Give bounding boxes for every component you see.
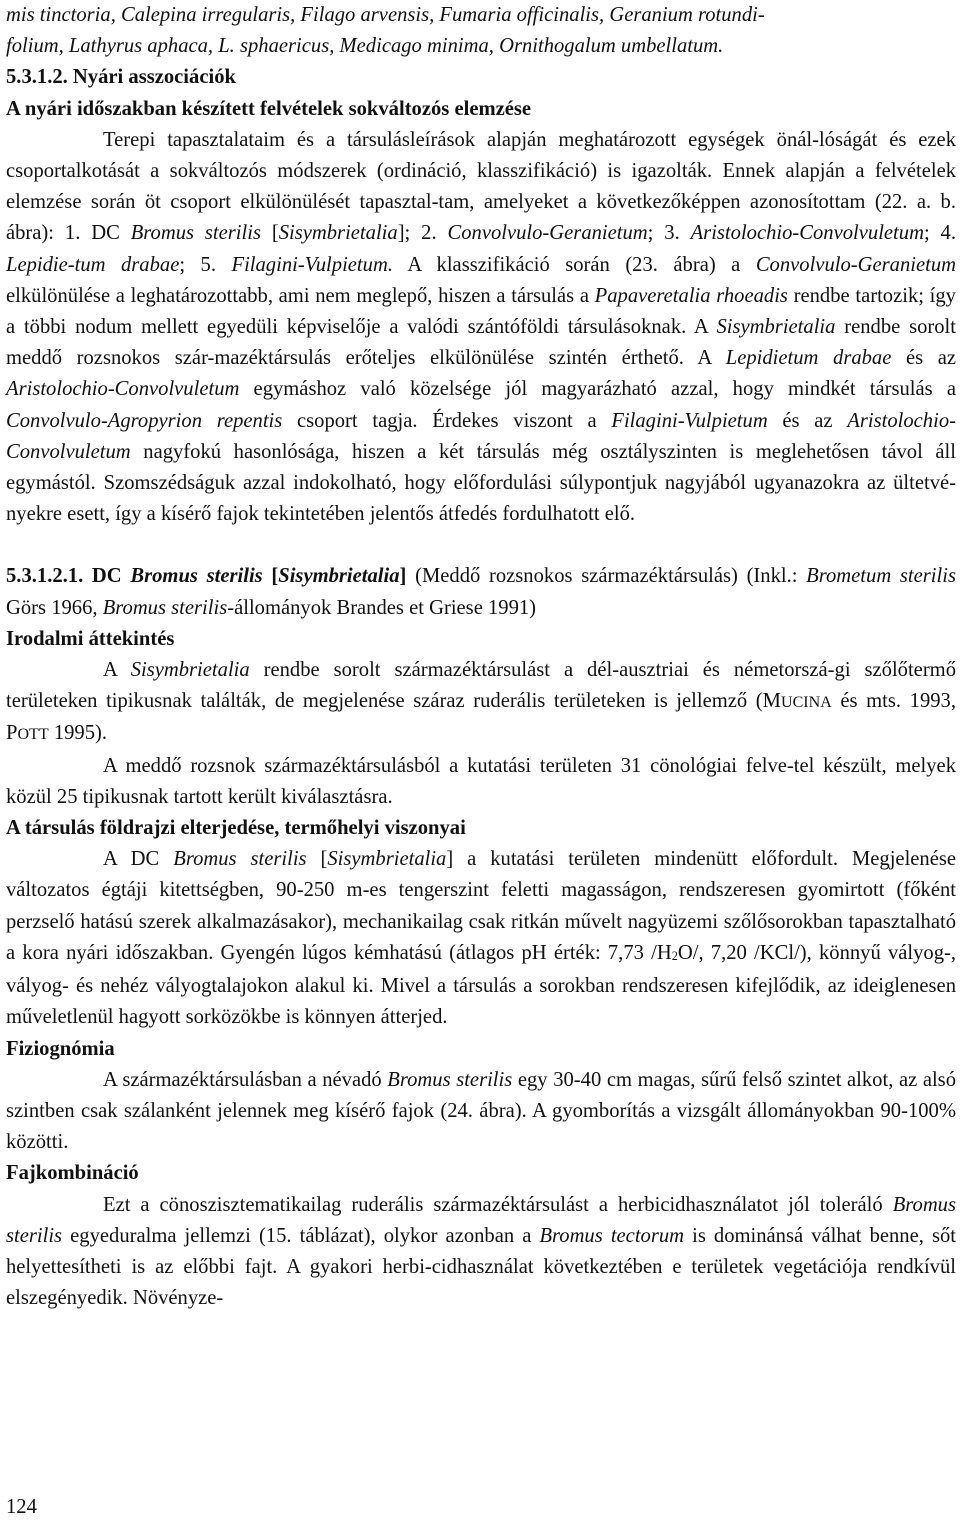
- document-page: [6, 0, 956, 1314]
- subsection-heading-multivariate: A nyári időszakban készített felvételek sokváltozós elemzése: [6, 97, 532, 120]
- paragraph-literature-1: A Sisymbrietalia rendbe sorolt származéktársulást a dél-ausztriai és németorszá-gi szőlőtermő területeken tipikusnak találták, de megjelenése száraz ruderális területeken is jellemző (MUCINA és mts. 1993, POTT 1995).: [6, 659, 956, 745]
- section-heading-5-3-1-2-1: 5.3.1.2.1. DC Bromus sterilis [Sisymbrietalia] (Meddő rozsnokos származéktársulás) (Inkl.: Brometum sterilis Görs 1966, Bromus sterilis-állományok Brandes et Griese 1991): [6, 565, 956, 619]
- species-list-line-1: mis tinctoria, Calepina irregularis, Filago arvensis, Fumaria officinalis, Geranium rotundi-: [6, 4, 765, 26]
- section-heading-5-3-1-2: 5.3.1.2. Nyári asszociációk: [6, 66, 236, 89]
- species-list-continuation: [6, 0, 956, 62]
- heading-physiognomy: Fiziognómia: [6, 1037, 115, 1060]
- paragraph-physiognomy: A származéktársulásban a névadó Bromus sterilis egy 30-40 cm magas, sűrű felső szintet alkot, az alsó szintben csak szálanként jelennek meg kísérő fajok (24. ábra). A gyomborítás a vizsgált állományokban 90-100% közötti.: [6, 1068, 956, 1154]
- paragraph-species-combination: Ezt a cönoszisztematikailag ruderális származéktársulást a herbicidhasználatot jól toleráló Bromus sterilis egyeduralma jellemzi (15. táblázat), olykor azonban a Bromus tectorum is dominánsá válhat benne, sőt helyettesítheti is az előbbi fajt. A gyakori herbi-cidhasználat következtében e területek vegetációja rendkívül elszegényedik. Növényze-: [6, 1193, 956, 1310]
- paragraph-spacer: [6, 530, 956, 561]
- paragraph-literature-2: A meddő rozsnok származéktársulásból a kutatási területen 31 cönológiai felve-tel készült, melyek közül 25 tipikusnak tartott került kiválasztásra.: [6, 754, 956, 808]
- heading-distribution-habitat: A társulás földrajzi elterjedése, termőhelyi viszonyai: [6, 817, 466, 840]
- paragraph-multivariate-analysis: Terepi tapasztalataim és a társulásleírások alapján meghatározott egységek önál-lóságát és ezek csoportalkotását a sokváltozós módszerek (ordináció, klasszifikáció) is igazolták. Ennek alapján a felvételek elemzése során öt csoport elkülönülését tapasztal-tam, amelyeket a következőképpen azonosítottam (22. a. b. ábra): 1. DC Bromus sterilis [Sisymbrietalia]; 2. Convolvulo-Geranietum; 3. Aristolochio-Convolvuletum; 4. Lepidie-tum drabae; 5. Filagini-Vulpietum. A klasszifikáció során (23. ábra) a Convolvulo-Geranietum elkülönülése a leghatározottabb, ami nem meglepő, hiszen a társulás a Papaveretalia rhoeadis rendbe tartozik; így a többi nodum mellett egyedüli képviselője a valódi szántóföldi társulásoknak. A Sisymbrietalia rendbe sorolt meddő rozsnokos szár-mazéktársulás erőteljes elkülönülése szintén érthető. A Lepidietum drabae és az Aristolochio-Convolvuletum egymáshoz való közelsége jól magyarázható azzal, hogy mindkét társulás a Convolvulo-Agropyrion repentis csoport tagja. Érdekes viszont a Filagini-Vulpietum és az Aristolochio-Convolvuletum nagyfokú hasonlósága, hiszen a két társulás még osztályszinten is meglehetősen távol áll egymástól. Szomszédságuk azzal indokolható, hogy előfordulási súlypontjuk nagyjából ugyanazokra az ültetvé-nyekre esett, így a kísérő fajok tekintetében jelentős átfedés fordulhatott elő.: [6, 128, 957, 526]
- heading-literature-review: Irodalmi áttekintés: [6, 627, 175, 650]
- page-number: 124: [6, 1496, 37, 1518]
- paragraph-distribution: A DC Bromus sterilis [Sisymbrietalia] a kutatási területen mindenütt előfordult. Megjelenése változatos égtáji kitettségben, 90-250 m-es tengerszint feletti magasságon, rendszeresen gyomirtott (főként perzselő hatású szerek alkalmazásakor), mechanikailag csak ritkán művelt nagyüzemi szőlősorokban tapasztalható a kora nyári időszakban. Gyengén lúgos kémhatású (átlagos pH érték: 7,73 $/H_2O/$, 7,20 /KCl/), könnyű vályog-, vályog- és nehéz vályogtalajokon alakul ki. Mivel a társulás a sorokban rendszeresen kifejlődik, az ideiglenesen műveletlenül hagyott sorközökbe is könnyen átterjed.: [6, 848, 957, 1029]
- species-list-line-2: folium, Lathyrus aphaca, L. sphaericus, Medicago minima, Ornithogalum umbellatum.: [6, 35, 724, 58]
- heading-species-combination: Fajkombináció: [6, 1162, 139, 1185]
